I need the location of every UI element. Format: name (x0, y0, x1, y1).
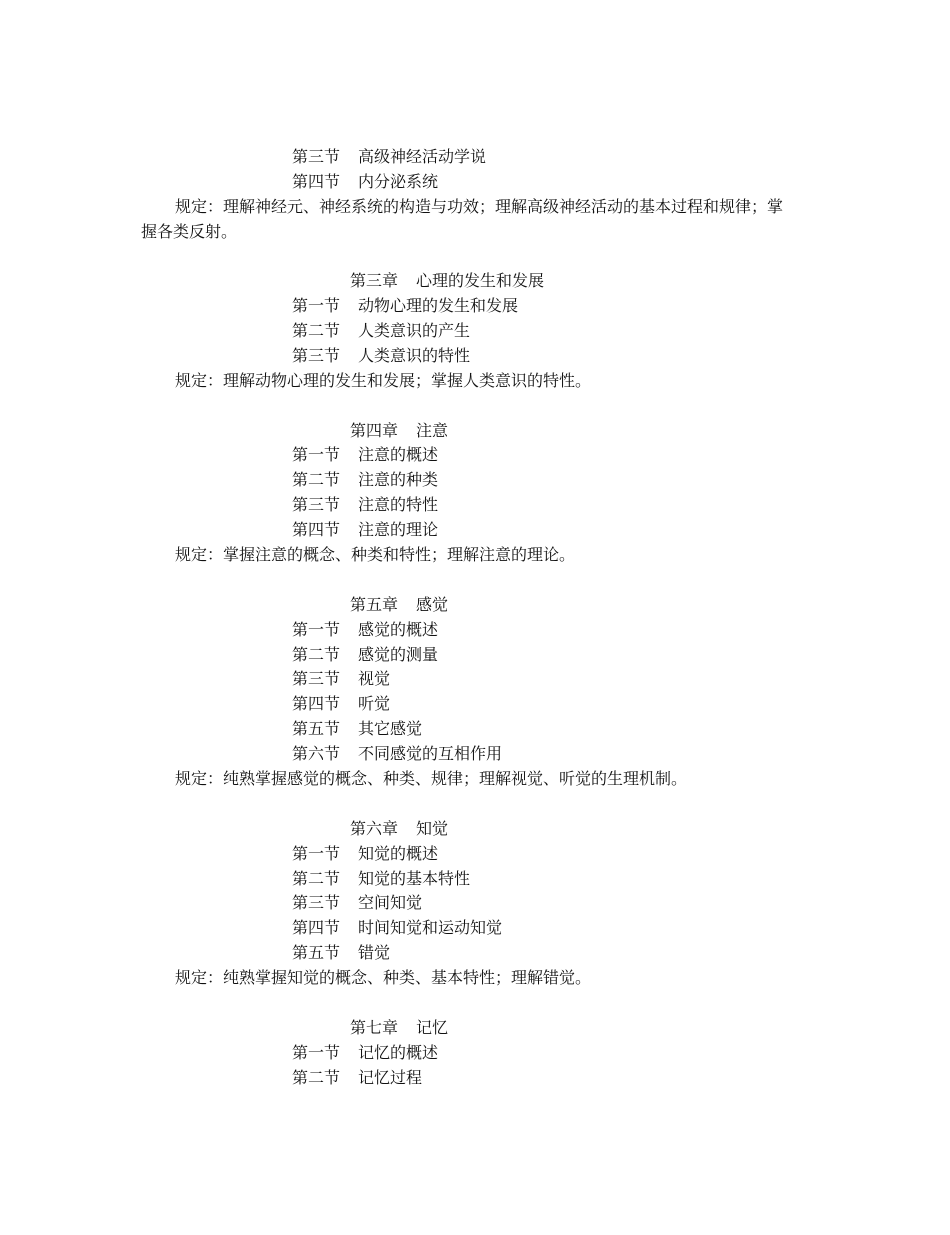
section-line (292, 442, 438, 467)
section-number: 第三节 (292, 147, 341, 166)
requirement-text: 规定：掌握注意的概念、种类和特性；理解注意的理论。 (175, 545, 576, 564)
section-line (292, 741, 502, 766)
section-title: 其它感觉 (358, 719, 423, 738)
section-line (292, 144, 486, 169)
section-number: 第四节 (292, 918, 341, 937)
section-title: 高级神经活动学说 (358, 147, 487, 166)
section-number: 第六节 (292, 744, 341, 763)
section-title: 视觉 (358, 669, 391, 688)
section-number: 第三节 (292, 893, 341, 912)
section-title: 动物心理的发生和发展 (358, 296, 519, 315)
section-line (292, 169, 438, 194)
section-line (292, 293, 518, 318)
section-line (292, 915, 502, 940)
section-number: 第一节 (292, 296, 341, 315)
section-line (292, 890, 422, 915)
chapter-number: 第五章 (350, 595, 399, 614)
section-line (292, 517, 438, 542)
requirement-text: 规定：纯熟掌握知觉的概念、种类、基本特性；理解错觉。 (175, 968, 592, 987)
section-number: 第四节 (292, 172, 341, 191)
section-title: 注意的概述 (358, 445, 439, 464)
section-number: 第五节 (292, 943, 341, 962)
section-title: 感觉的概述 (358, 620, 439, 639)
section-title: 人类意识的产生 (358, 321, 471, 340)
section-line (292, 343, 470, 368)
chapter-number: 第六章 (350, 819, 399, 838)
chapter-title: 知觉 (416, 819, 449, 838)
section-line (292, 841, 438, 866)
section-number: 第一节 (292, 844, 341, 863)
section-number: 第二节 (292, 869, 341, 888)
section-title: 人类意识的特性 (358, 346, 471, 365)
section-line (292, 318, 470, 343)
section-title: 感觉的测量 (358, 645, 439, 664)
chapter-heading (350, 268, 544, 293)
section-line (292, 642, 438, 667)
section-number: 第五节 (292, 719, 341, 738)
section-number: 第一节 (292, 1043, 341, 1062)
section-number: 第二节 (292, 645, 341, 664)
section-number: 第四节 (292, 694, 341, 713)
section-number: 第三节 (292, 346, 341, 365)
section-title: 内分泌系统 (358, 172, 439, 191)
chapter-title: 感觉 (416, 595, 449, 614)
section-title: 听觉 (358, 694, 391, 713)
section-line (292, 666, 390, 691)
section-line (292, 617, 438, 642)
chapter-number: 第四章 (350, 421, 399, 440)
chapter-heading (350, 592, 448, 617)
section-title: 记忆过程 (358, 1068, 423, 1087)
section-line (292, 940, 390, 965)
chapter-number: 第三章 (350, 271, 399, 290)
chapter-title: 记忆 (416, 1018, 449, 1037)
section-title: 记忆的概述 (358, 1043, 439, 1062)
section-title: 知觉的概述 (358, 844, 439, 863)
section-number: 第四节 (292, 520, 341, 539)
requirement-text: 规定：纯熟掌握感觉的概念、种类、规律；理解视觉、听觉的生理机制。 (175, 769, 688, 788)
section-line (292, 866, 470, 891)
chapter-title: 注意 (416, 421, 449, 440)
section-line (292, 691, 390, 716)
chapter-number: 第七章 (350, 1018, 399, 1037)
section-title: 空间知觉 (358, 893, 423, 912)
requirement-text-continued: 握各类反射。 (141, 222, 238, 241)
chapter-heading (350, 816, 448, 841)
section-title: 知觉的基本特性 (358, 869, 471, 888)
chapter-heading (350, 1015, 448, 1040)
section-number: 第二节 (292, 321, 341, 340)
section-line (292, 716, 422, 741)
chapter-title: 心理的发生和发展 (416, 271, 545, 290)
section-title: 不同感觉的互相作用 (358, 744, 503, 763)
requirement-text: 规定：理解神经元、神经系统的构造与功效；理解高级神经活动的基本过程和规律；掌 (175, 197, 784, 216)
section-number: 第一节 (292, 620, 341, 639)
section-title: 时间知觉和运动知觉 (358, 918, 503, 937)
section-number: 第一节 (292, 445, 341, 464)
section-number: 第三节 (292, 669, 341, 688)
section-line (292, 492, 438, 517)
section-line (292, 1040, 438, 1065)
section-number: 第三节 (292, 495, 341, 514)
requirement-text: 规定：理解动物心理的发生和发展；掌握人类意识的特性。 (175, 371, 592, 390)
section-title: 注意的种类 (358, 470, 439, 489)
section-title: 注意的特性 (358, 495, 439, 514)
chapter-heading (350, 418, 448, 443)
section-line (292, 467, 438, 492)
section-title: 错觉 (358, 943, 391, 962)
section-line (292, 1065, 422, 1090)
section-number: 第二节 (292, 1068, 341, 1087)
section-number: 第二节 (292, 470, 341, 489)
section-title: 注意的理论 (358, 520, 439, 539)
